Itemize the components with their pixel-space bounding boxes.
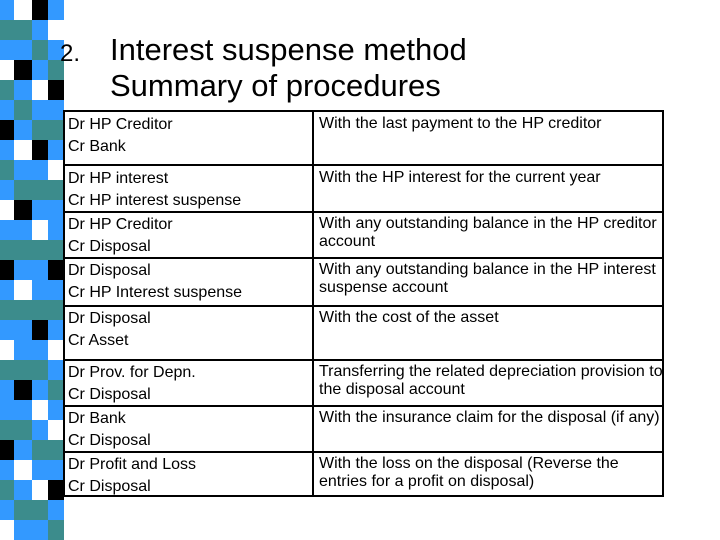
strip-block	[14, 340, 32, 360]
entry-cell	[68, 168, 241, 211]
slide-title	[110, 32, 467, 104]
strip-block	[32, 0, 48, 20]
strip-block	[0, 0, 14, 20]
strip-block	[14, 140, 32, 160]
strip-block	[14, 160, 32, 180]
strip-block	[48, 100, 64, 120]
slide-number: 2.	[60, 40, 81, 67]
table-row	[65, 166, 662, 212]
entry-cell	[68, 114, 173, 157]
entry-debit: Dr Bank	[68, 410, 126, 427]
strip-block	[0, 20, 14, 40]
strip-block	[0, 440, 14, 460]
strip-block	[48, 0, 64, 20]
strip-block	[14, 120, 32, 140]
strip-block	[48, 360, 64, 380]
strip-block	[14, 0, 32, 20]
strip-block	[32, 280, 48, 300]
strip-block	[14, 520, 32, 540]
entry-cell	[68, 214, 173, 257]
strip-block	[48, 300, 64, 320]
entry-credit: Cr Disposal	[68, 431, 151, 449]
strip-block	[32, 480, 48, 500]
entry-debit: Dr Disposal	[68, 310, 151, 327]
description-cell: With any outstanding balance in the HP interest suspense account	[319, 261, 656, 296]
strip-block	[0, 140, 14, 160]
strip-block	[0, 500, 14, 520]
entry-debit: Dr Prov. for Depn.	[68, 364, 196, 381]
strip-block	[48, 140, 64, 160]
strip-block	[32, 40, 48, 60]
entry-cell	[68, 260, 242, 303]
strip-block	[32, 160, 48, 180]
strip-block	[32, 240, 48, 260]
strip-block	[0, 200, 14, 220]
strip-block	[48, 160, 64, 180]
strip-block	[0, 340, 14, 360]
strip-block	[32, 180, 48, 200]
entry-credit: Cr Bank	[68, 137, 126, 155]
entry-cell	[68, 362, 196, 405]
strip-block	[32, 260, 48, 280]
strip-block	[0, 480, 14, 500]
table-row	[65, 306, 662, 360]
strip-block	[32, 320, 48, 340]
strip-block	[48, 260, 64, 280]
entry-cell	[68, 408, 151, 451]
strip-block	[48, 480, 64, 500]
strip-block	[48, 220, 64, 240]
table-row	[65, 112, 662, 165]
strip-block	[14, 460, 32, 480]
strip-block	[32, 60, 48, 80]
strip-block	[0, 260, 14, 280]
strip-block	[48, 320, 64, 340]
strip-block	[48, 400, 64, 420]
strip-block	[14, 360, 32, 380]
strip-block	[0, 220, 14, 240]
strip-block	[14, 220, 32, 240]
strip-block	[32, 400, 48, 420]
strip-block	[14, 180, 32, 200]
strip-block	[0, 400, 14, 420]
strip-block	[32, 140, 48, 160]
strip-block	[48, 20, 64, 40]
entry-cell	[68, 454, 196, 497]
strip-block	[32, 100, 48, 120]
strip-block	[14, 320, 32, 340]
entry-debit: Dr Profit and Loss	[68, 456, 197, 473]
strip-block	[14, 280, 32, 300]
strip-block	[32, 80, 48, 100]
description-cell: With the last payment to the HP creditor	[319, 115, 602, 132]
table-row	[65, 258, 662, 306]
strip-block	[48, 440, 64, 460]
strip-block	[0, 160, 14, 180]
strip-block	[14, 260, 32, 280]
strip-block	[14, 300, 32, 320]
strip-block	[32, 120, 48, 140]
strip-block	[48, 180, 64, 200]
strip-block	[0, 280, 14, 300]
strip-block	[0, 120, 14, 140]
strip-block	[0, 240, 14, 260]
strip-block	[48, 420, 64, 440]
description-cell: With the HP interest for the current year	[319, 169, 601, 186]
strip-block	[0, 360, 14, 380]
strip-block	[0, 420, 14, 440]
slide-title-line-2: Summary of procedures	[110, 68, 441, 103]
strip-block	[48, 500, 64, 520]
strip-block	[0, 180, 14, 200]
strip-block	[0, 60, 14, 80]
strip-block	[0, 380, 14, 400]
strip-block	[48, 120, 64, 140]
strip-block	[48, 340, 64, 360]
strip-block	[48, 380, 64, 400]
procedures-table	[63, 110, 664, 497]
strip-block	[14, 240, 32, 260]
strip-block	[14, 420, 32, 440]
strip-block	[48, 80, 64, 100]
description-cell: With the cost of the asset	[319, 309, 499, 326]
description-cell: Transferring the related depreciation provision to the disposal account	[319, 363, 663, 398]
strip-block	[48, 460, 64, 480]
entry-debit: Dr HP interest	[68, 170, 169, 187]
strip-block	[0, 80, 14, 100]
strip-block	[0, 40, 14, 60]
strip-block	[48, 240, 64, 260]
strip-block	[0, 460, 14, 480]
description-cell: With any outstanding balance in the HP creditor account	[319, 215, 657, 250]
strip-block	[32, 440, 48, 460]
strip-block	[32, 520, 48, 540]
entry-credit: Cr Disposal	[68, 237, 151, 255]
entry-credit: Cr Disposal	[68, 477, 151, 495]
strip-block	[14, 20, 32, 40]
entry-credit: Cr Disposal	[68, 385, 151, 403]
strip-block	[14, 100, 32, 120]
strip-block	[14, 380, 32, 400]
strip-block	[32, 200, 48, 220]
table-row	[65, 406, 662, 452]
strip-block	[32, 340, 48, 360]
entry-credit: Cr HP Interest suspense	[68, 283, 243, 301]
strip-block	[32, 380, 48, 400]
strip-block	[14, 200, 32, 220]
slide-title-line-1: Interest suspense method	[110, 32, 467, 67]
strip-block	[0, 300, 14, 320]
strip-block	[14, 60, 32, 80]
strip-block	[14, 440, 32, 460]
strip-block	[32, 360, 48, 380]
strip-block	[0, 100, 14, 120]
strip-block	[48, 200, 64, 220]
strip-block	[32, 460, 48, 480]
table-row	[65, 452, 662, 495]
description-cell: With the loss on the disposal (Reverse the entries for a profit on disposal)	[319, 455, 619, 490]
strip-block	[0, 320, 14, 340]
strip-block	[14, 400, 32, 420]
strip-block	[32, 300, 48, 320]
strip-block	[14, 40, 32, 60]
entry-cell	[68, 308, 151, 351]
strip-block	[0, 520, 14, 540]
strip-block	[32, 500, 48, 520]
strip-block	[14, 500, 32, 520]
strip-block	[32, 420, 48, 440]
strip-block	[14, 480, 32, 500]
entry-debit: Dr HP Creditor	[68, 116, 173, 133]
entry-debit: Dr Disposal	[68, 262, 151, 279]
entry-credit: Cr Asset	[68, 331, 129, 349]
entry-credit: Cr HP interest suspense	[68, 191, 242, 209]
decorative-strip	[0, 0, 64, 540]
strip-block	[48, 280, 64, 300]
table-row	[65, 212, 662, 258]
description-cell: With the insurance claim for the disposal (if any)	[319, 409, 660, 426]
entry-debit: Dr HP Creditor	[68, 216, 173, 233]
table-row	[65, 360, 662, 406]
strip-block	[32, 220, 48, 240]
strip-block	[32, 20, 48, 40]
strip-block	[48, 520, 64, 540]
strip-block	[14, 80, 32, 100]
